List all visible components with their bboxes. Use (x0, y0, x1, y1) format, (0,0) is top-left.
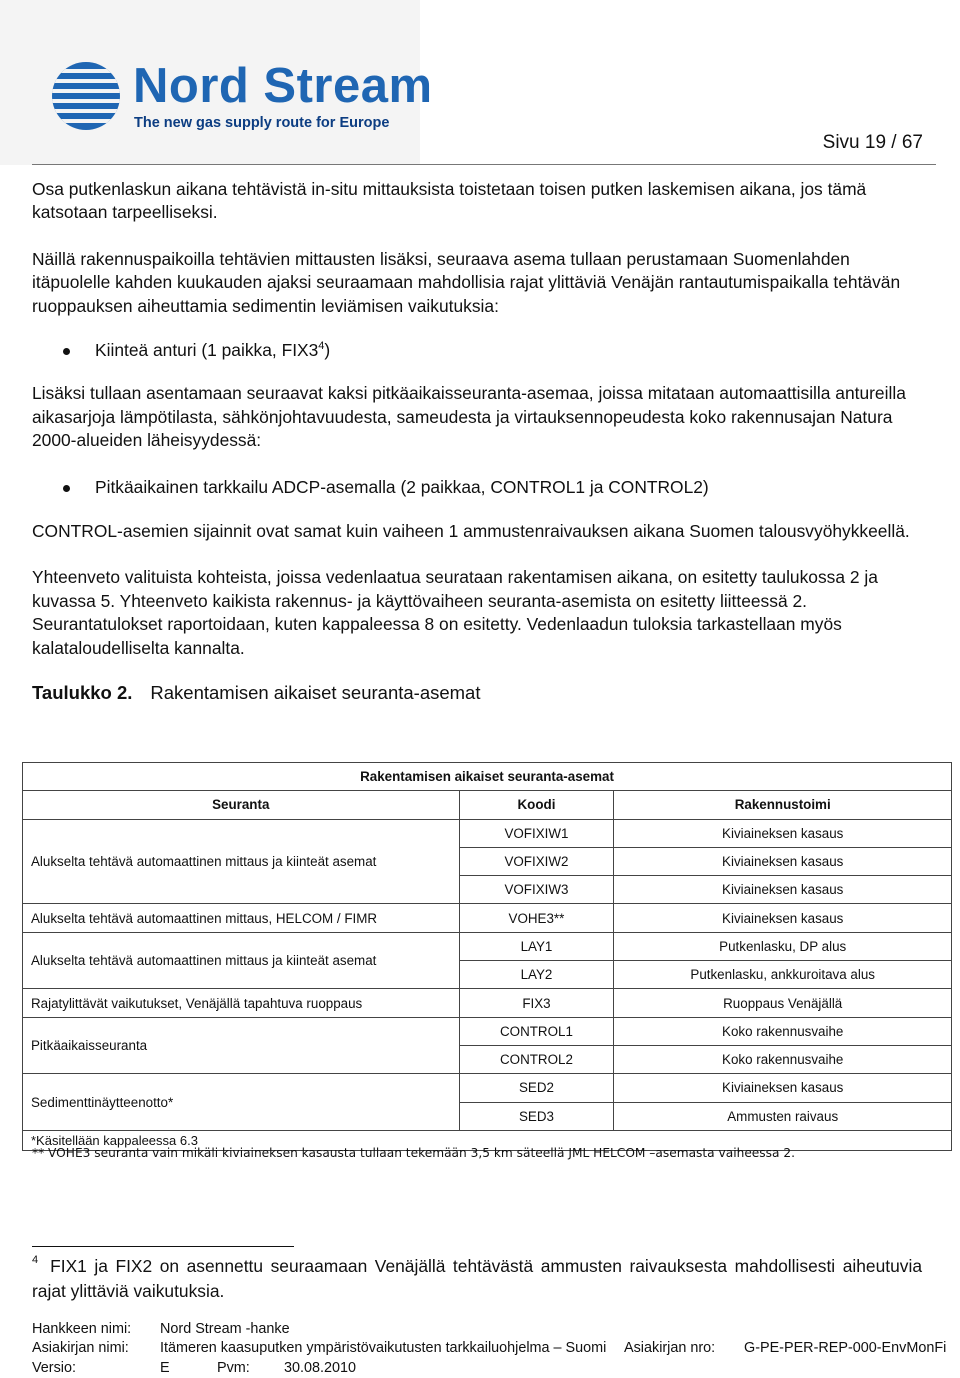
header-logo-area (0, 0, 433, 165)
paragraph: Näillä rakennuspaikoilla tehtävien mittausten lisäksi, seuraava asema tullaan perustamaan Suomenlahden itäpuolelle kahden kuukauden ajaksi seuraamaan mahdollisia rajat ylittäviä Venäjän rantautumispaikalla tehtävän ruoppauksen aiheuttamia sedimentin leviämisen vaikutuksia: (32, 248, 901, 316)
table-footnote-star: *Käsitellään kappaleessa 6.3 (23, 1130, 952, 1150)
footer-project-value: Nord Stream -hanke (160, 1321, 290, 1337)
table-caption (32, 681, 927, 704)
page-number: Sivu 19 / 67 (822, 132, 923, 153)
document-footer (32, 1320, 952, 1378)
table-row (23, 904, 952, 932)
table-row (23, 1074, 952, 1102)
page-footnote (32, 1255, 922, 1302)
table-cell-rakennustoimi: Kiviaineksen kasaus (614, 904, 952, 932)
table-row (23, 932, 952, 960)
table-cell-rakennustoimi: Koko rakennusvaihe (614, 1017, 952, 1045)
table-row (23, 989, 952, 1017)
bullet-dot (63, 348, 70, 355)
table-cell-rakennustoimi: Ruoppaus Venäjällä (614, 989, 952, 1017)
bullet-dot (63, 485, 70, 492)
header-divider (32, 164, 936, 165)
logo-wordmark: Nord Stream (133, 59, 433, 113)
paragraph: CONTROL-asemien sijainnit ovat samat kuin vaiheen 1 ammustenraivauksen aikana Suomen talousvyöhykkeellä. (32, 521, 910, 542)
table-cell-koodi: LAY1 (459, 932, 614, 960)
nord-stream-globe-icon (50, 60, 122, 132)
table-cell-koodi: SED3 (459, 1102, 614, 1130)
footer-row (32, 1359, 952, 1378)
table-cell-koodi: CONTROL1 (459, 1017, 614, 1045)
footer-date-label: Pvm: (217, 1359, 250, 1376)
table-cell-koodi: VOHE3** (459, 904, 614, 932)
document-body (32, 178, 927, 705)
column-header: Seuranta (23, 791, 460, 819)
column-header: Rakennustoimi (614, 791, 952, 819)
table-cell-koodi: VOFIXIW2 (459, 847, 614, 875)
table-cell-rakennustoimi: Kiviaineksen kasaus (614, 819, 952, 847)
table-cell-seuranta: Alukselta tehtävä automaattinen mittaus, HELCOM / FIMR (23, 904, 460, 932)
table-cell-koodi: VOFIXIW1 (459, 819, 614, 847)
footer-version-value: E (160, 1359, 170, 1376)
table-cell-koodi: SED2 (459, 1074, 614, 1102)
table-cell-seuranta: Pitkäaikaisseuranta (23, 1017, 460, 1074)
table-cell-rakennustoimi: Kiviaineksen kasaus (614, 876, 952, 904)
table-cell-rakennustoimi: Kiviaineksen kasaus (614, 847, 952, 875)
table-row (23, 819, 952, 847)
table-cell-koodi: VOFIXIW3 (459, 876, 614, 904)
table-cell-seuranta: Rajatylittävät vaikutukset, Venäjällä tapahtuva ruoppaus (23, 989, 460, 1017)
logo-tagline: The new gas supply route for Europe (134, 115, 390, 131)
paragraph: Yhteenveto valituista kohteista, joissa vedenlaatua seurataan rakentamisen aikana, on esitetty taulukossa 2 ja kuvassa 5. Yhteenveto kaikista rakennus- ja käyttövaiheen seuranta-asemista on esitetty liitteessä 2. Seurantatulokset raportoidaan, kuten kappaleessa 8 on esitetty. Vedenlaadun tuloksia tarkastellaan myös kalataloudelliselta kannalta. (32, 567, 878, 658)
footnote-divider (32, 1246, 294, 1247)
table-cell-rakennustoimi: Kiviaineksen kasaus (614, 1074, 952, 1102)
footer-doc-label: Asiakirjan nimi: (32, 1340, 129, 1357)
table-cell-rakennustoimi: Koko rakennusvaihe (614, 1045, 952, 1073)
monitoring-stations-table (22, 762, 952, 1151)
list-item (32, 476, 927, 499)
list-item-text: Pitkäaikainen tarkkailu ADCP-asemalla (2 paikkaa, CONTROL1 ja CONTROL2) (95, 476, 709, 497)
bullet-list (32, 339, 927, 362)
footer-docno-value: G-PE-PER-REP-000-EnvMonFi (744, 1340, 947, 1357)
footnote-ref: 4 (318, 340, 325, 353)
footer-row (32, 1339, 952, 1358)
paragraph: Osa putkenlaskun aikana tehtävistä in-situ mittauksista toistetaan toisen putken laskemisen aikana, jos tämä katsotaan tarpeelliseksi. (32, 179, 867, 223)
table-cell-seuranta: Sedimenttinäytteenotto* (23, 1074, 460, 1131)
table-cell-koodi: CONTROL2 (459, 1045, 614, 1073)
table-title: Rakentamisen aikaiset seuranta-asemat (23, 763, 952, 791)
footer-row (32, 1320, 952, 1339)
table-cell-rakennustoimi: Putkenlasku, DP alus (614, 932, 952, 960)
table-caption-text: Rakentamisen aikaiset seuranta-asemat (150, 682, 481, 704)
list-item (32, 339, 927, 362)
footer-version-label: Versio: (32, 1359, 76, 1376)
footer-date-value: 30.08.2010 (284, 1359, 357, 1376)
list-item-text-end: ) (324, 340, 331, 361)
table-cell-seuranta: Alukselta tehtävä automaattinen mittaus ja kiinteät asemat (23, 819, 460, 904)
footer-docno-label: Asiakirjan nro: (624, 1340, 716, 1357)
table-row (23, 1017, 952, 1045)
table-footnote-double: ** VOHE3 seuranta vain mikäli kiviaineksen kasausta tullaan tekemään 3,5 km säteellä JML HELCOM –asemasta vaiheessa 2. (32, 1146, 795, 1160)
table-cell-seuranta: Alukselta tehtävä automaattinen mittaus ja kiinteät asemat (23, 932, 460, 989)
table-caption-label: Taulukko 2. (32, 682, 133, 704)
footnote-mark: 4 (32, 1254, 39, 1266)
table-cell-koodi: FIX3 (459, 989, 614, 1017)
footer-project-label: Hankkeen nimi: (32, 1321, 132, 1337)
bullet-list (32, 476, 927, 499)
column-header: Koodi (459, 791, 614, 819)
paragraph: Lisäksi tullaan asentamaan seuraavat kaksi pitkäaikaisseuranta-asemaa, joissa mitataan automaattisilla antureilla aikasarjoja lämpötilasta, sähkönjohtavuudesta, sameudesta ja virtauksennopeudesta koko rakennusajan Natura 2000-alueiden läheisyydessä: (32, 383, 906, 451)
table-cell-rakennustoimi: Putkenlasku, ankkuroitava alus (614, 961, 952, 989)
table-cell-koodi: LAY2 (459, 961, 614, 989)
footnote-text: FIX1 ja FIX2 on asennettu seuraamaan Venäjällä tehtävästä ammusten raivauksesta mahdollisesti aiheutuvia rajat ylittäviä vaikutuksia. (32, 1256, 922, 1301)
table-cell-rakennustoimi: Ammusten raivaus (614, 1102, 952, 1130)
footer-doc-value: Itämeren kaasuputken ympäristövaikutusten tarkkailuohjelma – Suomi (160, 1340, 607, 1357)
list-item-text: Kiinteä anturi (1 paikka, FIX3 (95, 340, 319, 361)
